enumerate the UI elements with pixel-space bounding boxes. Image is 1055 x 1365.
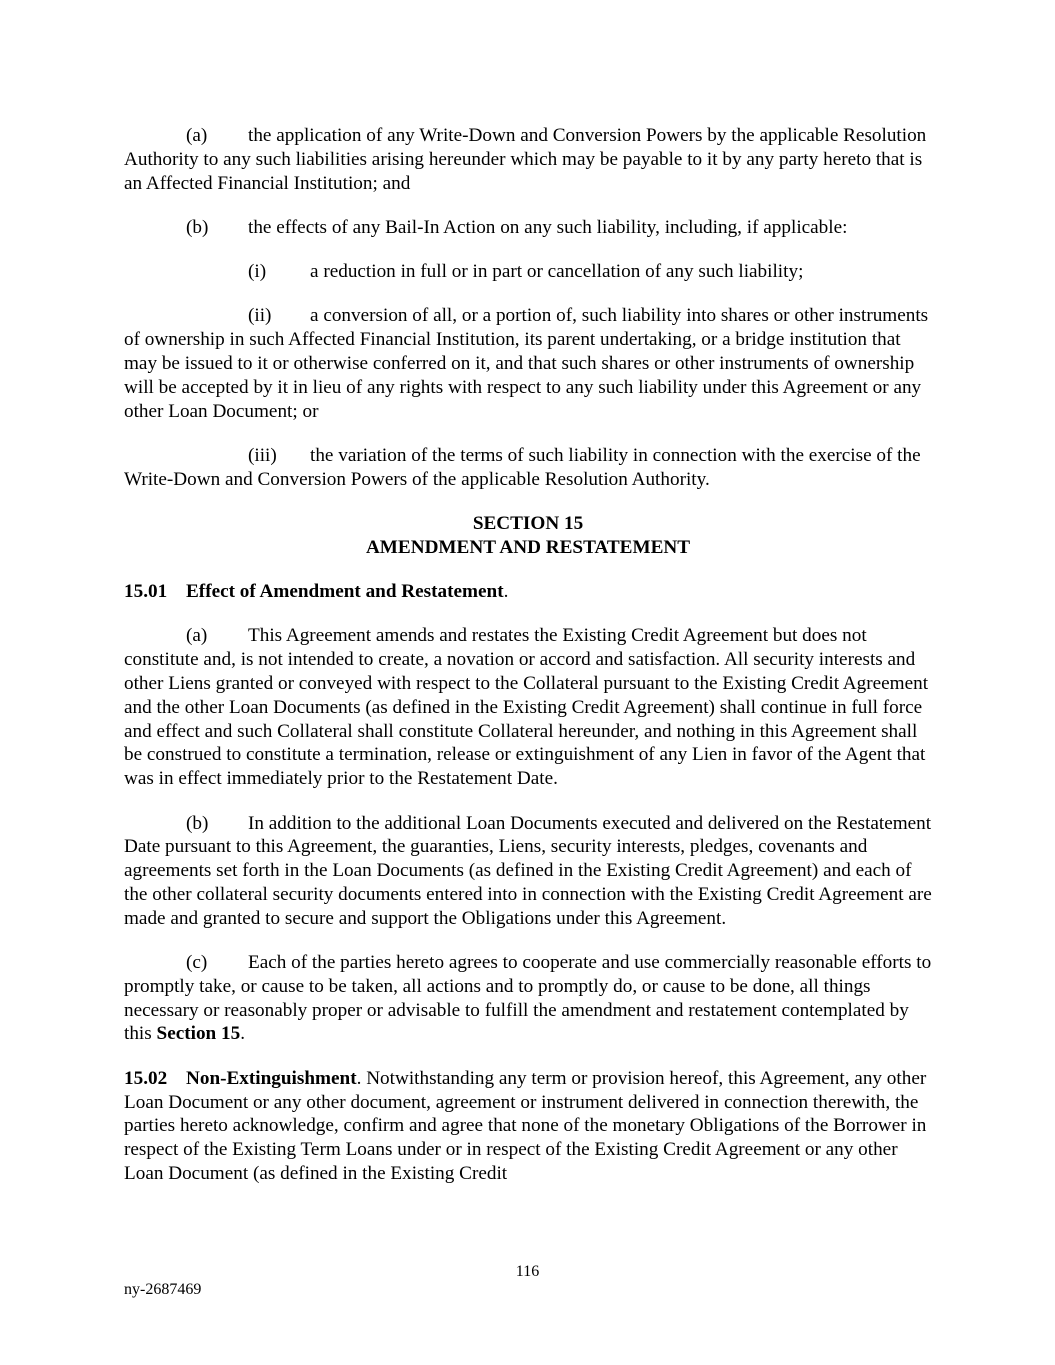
paragraph-ii-label: (ii): [248, 305, 272, 327]
paragraph-1501-c-end: .: [240, 1023, 246, 1045]
paragraph-b-text: the effects of any Bail-In Action on any such liability, including, if applicable:: [248, 216, 848, 238]
subsection-1501-title-end: .: [503, 581, 509, 603]
subsection-1502-text: . Notwithstanding any term or provision hereof, this Agreement, any other Loan Document or any other document, agreement or instrument delivered in connection therewith, the parties hereto acknowledge, confirm and agree that none of the monetary Obligations of the Borrower in respect of the Existing Term Loans under or in respect of the Existing Credit Agreement or any other Loan Document (as defined in the Existing Credit: [124, 1067, 927, 1184]
paragraph-i: [124, 260, 932, 284]
paragraph-iii: [124, 444, 932, 492]
subsection-1501-number: 15.01: [124, 581, 168, 603]
paragraph-a-text: the application of any Write-Down and Conversion Powers by the applicable Resolution Authority to any such liabilities arising hereunder which may be payable to it by any party hereto that is an Affected Financial Institution; and: [124, 125, 927, 194]
paragraph-ii-text: a conversion of all, or a portion of, such liability into shares or other instruments of ownership in such Affected Financial Institution, its parent undertaking, or a bridge institution that may be issued to it or otherwise conferred on it, and that such shares or other instruments of ownership will be accepted by it in lieu of any rights with respect to any such liability under this Agreement or any other Loan Document; or: [124, 305, 929, 422]
document-id: ny-2687469: [124, 1281, 202, 1298]
paragraph-b-label: (b): [186, 216, 209, 238]
paragraph-iii-text: the variation of the terms of such liability in connection with the exercise of the Write-Down and Conversion Powers of the applicable Resolution Authority.: [124, 444, 921, 490]
subsection-1502-number: 15.02: [124, 1067, 168, 1089]
paragraph-1501-c-label: (c): [186, 952, 208, 974]
paragraph-1501-a-label: (a): [186, 625, 208, 647]
paragraph-a-label: (a): [186, 125, 208, 146]
subsection-1501-title: Effect of Amendment and Restatement: [186, 581, 504, 603]
subsection-1501-heading: [124, 580, 932, 604]
paragraph-1501-a: [124, 624, 932, 791]
paragraph-1501-c-text: Each of the parties hereto agrees to cooperate and use commercially reasonable efforts to promptly take, or cause to be taken, all actions and to promptly do, or cause to be done, all things necessary or reasonably proper or advisable to fulfill the amendment and restatement contemplated by this: [124, 952, 932, 1045]
section-number: SECTION 15: [472, 513, 584, 535]
paragraph-iii-label: (iii): [248, 444, 277, 466]
paragraph-1501-a-text: This Agreement amends and restates the Existing Credit Agreement but does not constitute and, is not intended to create, a novation or accord and satisfaction. All security interests and other Liens granted or conveyed with respect to the Collateral pursuant to the Existing Credit Agreement and the other Loan Documents (as defined in the Existing Credit Agreement) shall continue in full force and effect and such Collateral shall constitute Collateral hereunder, and nothing in this Agreement shall be construed to constitute a termination, release or extinguishment of any Lien in favor of the Agent that was in effect immediately prior to the Restatement Date.: [124, 625, 929, 790]
paragraph-ii: [124, 304, 932, 423]
paragraph-1501-b-text: In addition to the additional Loan Documents executed and delivered on the Restatement Date pursuant to this Agreement, the guaranties, Liens, security interests, pledges, covenants and agreements set forth in the Loan Documents (as defined in the Existing Credit Agreement) and each of the other collateral security documents entered into in connection with the Existing Credit Agreement are made and granted to secure and support the Obligations under this Agreement.: [124, 812, 932, 929]
section-heading: [124, 512, 932, 560]
paragraph-i-label: (i): [248, 261, 267, 283]
paragraph-1501-b: [124, 812, 932, 931]
paragraph-a: [124, 124, 932, 195]
section-title: AMENDMENT AND RESTATEMENT: [365, 536, 691, 558]
paragraph-b: [124, 216, 932, 240]
document-page: [124, 124, 932, 1206]
subsection-1502: [124, 1067, 932, 1186]
section-15-reference: Section 15: [156, 1023, 241, 1045]
paragraph-i-text: a reduction in full or in part or cancellation of any such liability;: [310, 261, 804, 283]
paragraph-1501-c: [124, 951, 932, 1046]
page-number: 116: [515, 1263, 540, 1280]
paragraph-1501-b-label: (b): [186, 812, 209, 834]
subsection-1502-title: Non-Extinguishment: [186, 1067, 357, 1089]
